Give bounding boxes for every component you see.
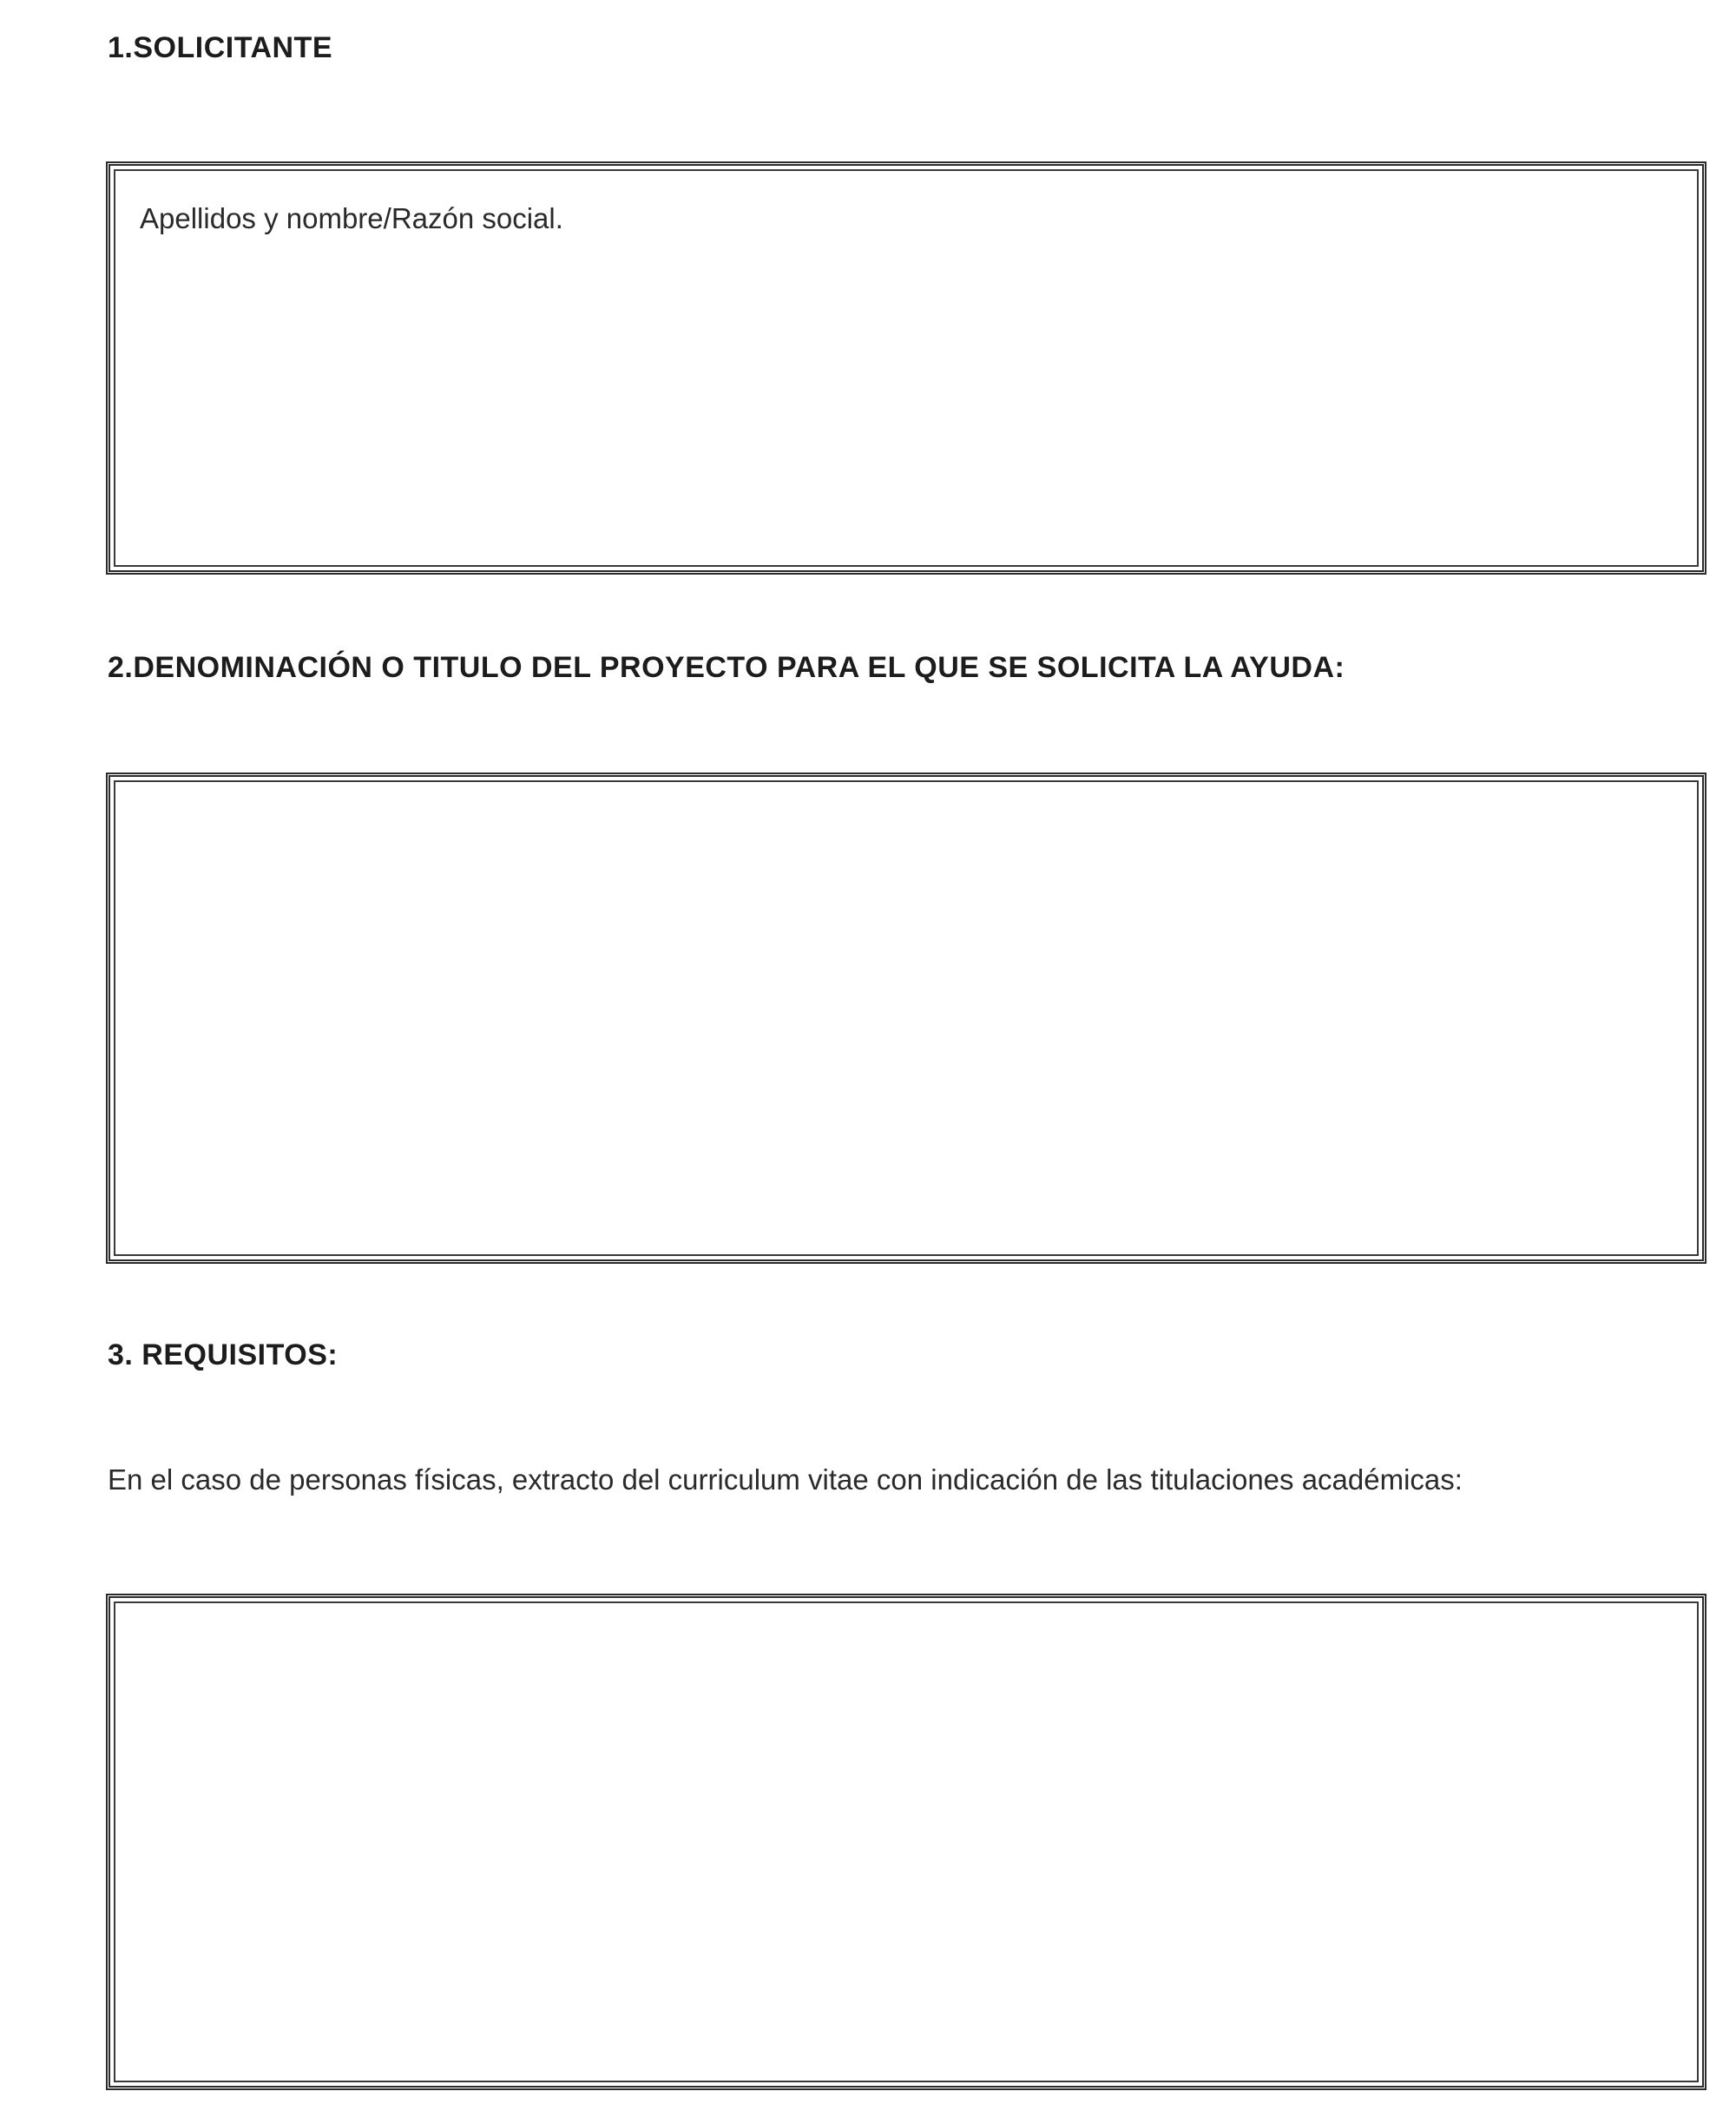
- section-3-heading: 3. REQUISITOS:: [108, 1338, 339, 1371]
- section-1-heading: 1.SOLICITANTE: [108, 31, 332, 64]
- section-2-heading: 2.DENOMINACIÓN O TITULO DEL PROYECTO PARA EL QUE SE SOLICITA LA AYUDA:: [108, 651, 1345, 684]
- requirements-instruction: En el caso de personas físicas, extracto del curriculum vitae con indicación de las titulaciones académicas:: [108, 1463, 1463, 1496]
- project-title-field[interactable]: [106, 773, 1706, 1264]
- curriculum-field-inner-border: [114, 1601, 1699, 2082]
- curriculum-field[interactable]: [106, 1594, 1706, 2090]
- project-title-field-inner-border: [114, 780, 1699, 1256]
- applicant-name-label: Apellidos y nombre/Razón social.: [140, 202, 563, 234]
- applicant-name-field[interactable]: [106, 161, 1706, 575]
